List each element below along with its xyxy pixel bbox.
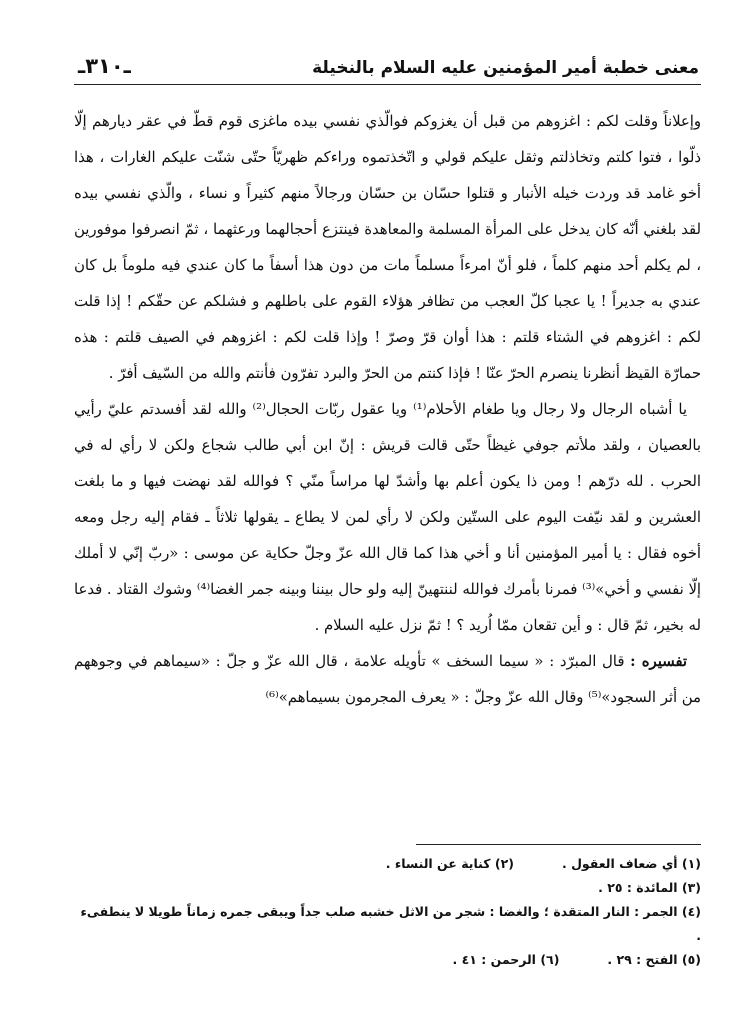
running-title: معنى خطبة أمير المؤمنين عليه السلام بالنخيلة (312, 58, 699, 78)
main-text (74, 104, 701, 716)
footnote-row (74, 876, 701, 900)
footnote-row (74, 948, 701, 972)
footnote-5: (٥) الفتح : ٢٩ . (607, 952, 701, 967)
page-number: ـ٣١٠ـ (78, 54, 131, 78)
footnote-6: (٦) الرحمن : ٤١ . (452, 952, 560, 967)
tafsir-heading: تفسيره : (630, 653, 687, 670)
footnote-rule (416, 844, 701, 845)
paragraph-2: يا أشباه الرجال ولا رجال ويا طغام الأحلام⁽¹⁾ ويا عقول ربّات الحجال⁽²⁾ والله لقد أفسدتم عليّ رأيي بالعصيان ، ولقد ملأتم جوفي غيظاً حتّى قالت قريش : إنّ ابن أبي طالب شجاع ولكن لا رأي له في الحرب . لله درّهم ! ومن ذا يكون أعلم بها وأشدّ لها مراساً منّي ؟ فوالله لقد نهضت فيها و ما بلغت العشرين و لقد نيّفت اليوم على الستّين ولكن لا رأي لمن لا يطاع ـ يقولها ثلاثاً ـ فقام إليه رجل ومعه أخوه فقال : يا أمير المؤمنين أنا و أخي هذا كما قال الله عزّ وجلّ حكاية عن موسى : «ربّ إنّي لا أملك إلّا نفسي و أخي»⁽³⁾ فمرنا بأمرك فوالله لننتهينّ إليه ولو حال بيننا وبينه جمر الغضا⁽⁴⁾ وشوك القتاد . فدعا له بخير، ثمّ قال : و أين تقعان ممّا اُريد ؟ ! ثمّ نزل عليه السلام . (74, 401, 701, 634)
footnote-2: (٢) كناية عن النساء . (385, 856, 514, 871)
paragraph-3 (74, 644, 701, 716)
paragraph-1: وإعلاناً وقلت لكم : اغزوهم من قبل أن يغزوكم فوالّذي نفسي بيده ماغزى قوم قطّ في عقر ديارهم إلّا ذلّوا ، فتوا كلتم وتخاذلتم وثقل عليكم قولي و اتّخذتموه وراءكم ظهريّاً حتّى شنّت عليكم الغارات ، هذا أخو غامد قد وردت خيله الأنبار و قتلوا حسّان بن حسّان ورجالاً منهم كثيراً و نساء ، والّذي نفسي بيده لقد بلغني أنّه كان يدخل على المرأة المسلمة والمعاهدة فينتزع أحجالهما ورعثهما ، ثمّ انصرفوا موفورين ، لم يكلم أحد منهم كلماً ، فلو أنّ امرءاً مسلماً مات من دون هذا أسفاً ما كان عندي فيه ملوماً بل كان عندي به جديراً ! يا عجبا كلّ العجب من تظافر هؤلاء القوم على باطلهم و فشلكم عن حقّكم ! إذا قلت لكم : اغزوهم في الشتاء قلتم : هذا أوان قرّ وصرّ ! وإذا قلت لكم : اغزوهم في الصيف قلتم : هذه حمارّة القيظ أنظرنا ينصرم الحرّ عنّا ! فإذا كنتم من الحرّ والبرد تفرّون فأنتم والله من السّيف أفرّ . (74, 113, 701, 382)
page-header (78, 40, 699, 78)
footnote-3: (٣) المائدة : ٢٥ . (598, 880, 701, 895)
tafsir-text: قال المبرّد : « سيما السخف » تأويله علامة ، قال الله عزّ و جلّ : «سيماهم في وجوههم من أثر السجود»⁽⁵⁾ وقال الله عزّ وجلّ : « يعرف المجرمون بسيماهم»⁽⁶⁾ (74, 653, 701, 706)
footnote-row (74, 852, 701, 876)
footnote-1: (١) أي ضعاف العقول . (561, 856, 701, 871)
footnote-4: (٤) الجمر : النار المتقدة ؛ والغضا : شجر من الاثل خشبه صلب جداً ويبقى جمره زماناً طويلا لا ينطفىء . (80, 904, 701, 943)
header-rule (74, 84, 701, 85)
footnotes (74, 852, 701, 972)
